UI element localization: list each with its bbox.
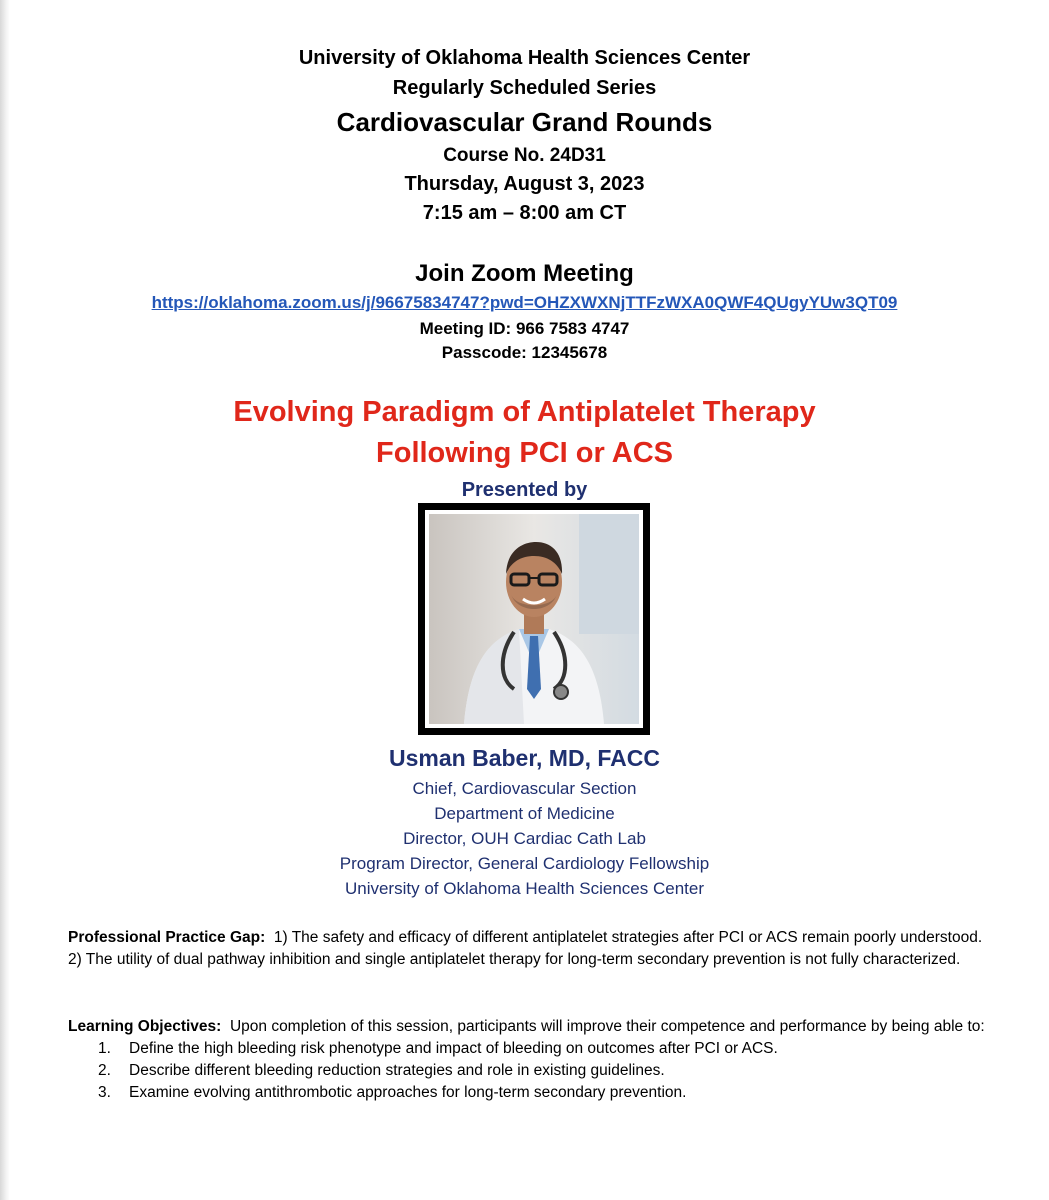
list-item-number: 1. [98,1040,111,1057]
passcode: Passcode: 12345678 [441,343,608,362]
list-item-text: Define the high bleeding risk phenotype and impact of bleeding on outcomes after PCI or ACS. [129,1040,778,1057]
practice-gap-paragraph [68,927,988,971]
list-item-number: 3. [98,1084,111,1101]
list-item-text: Examine evolving antithrombotic approaches for long-term secondary prevention. [129,1084,687,1101]
list-item [68,1082,988,1104]
objectives-list [68,1038,988,1104]
speaker-portrait-illustration [429,514,639,724]
speaker-role: Program Director, General Cardiology Fellowship [339,854,710,873]
list-item [68,1060,988,1082]
objectives-intro [68,1016,988,1038]
institution-title: University of Oklahoma Health Sciences Center [298,47,751,69]
objectives-intro-text: Upon completion of this session, participants will improve their competence and performance by being able to: [229,1018,985,1035]
learning-objectives-section [68,1016,988,1104]
objectives-label: Learning Objectives: [68,1018,222,1035]
practice-gap-text: 1) The safety and efficacy of different antiplatelet strategies after PCI or ACS remain poorly understood. 2) The utility of dual pathway inhibition and single antiplatelet therapy for long-term secondary prevention is not fully characterized. [68,929,983,968]
event-title: Cardiovascular Grand Rounds [336,107,713,137]
zoom-link[interactable]: https://oklahoma.zoom.us/j/96675834747?pwd=OHZXWXNjTTFzWXA0QWF4QUgyYUw3QT09 [151,293,898,312]
speaker-role: Chief, Cardiovascular Section [412,779,637,798]
event-date: Thursday, August 3, 2023 [404,173,645,195]
zoom-heading: Join Zoom Meeting [415,260,634,287]
talk-title-line-2: Following PCI or ACS [376,437,673,469]
speaker-role: Department of Medicine [434,804,615,823]
course-number: Course No. 24D31 [443,145,606,166]
speaker-photo-frame [418,503,650,735]
presented-by-label: Presented by [461,479,588,501]
speaker-photo-mat [425,510,643,728]
list-item-number: 2. [98,1062,111,1079]
meeting-id: Meeting ID: 966 7583 4747 [419,319,630,338]
series-title: Regularly Scheduled Series [392,77,657,99]
speaker-role: University of Oklahoma Health Sciences Center [344,879,705,898]
talk-title-line-1: Evolving Paradigm of Antiplatelet Therapy [233,396,816,428]
speaker-role: Director, OUH Cardiac Cath Lab [403,829,646,848]
list-item [68,1038,988,1060]
speaker-name: Usman Baber, MD, FACC [389,745,660,771]
speaker-photo [429,514,639,724]
practice-gap-label: Professional Practice Gap: [68,929,266,946]
event-time: 7:15 am – 8:00 am CT [422,202,627,224]
list-item-text: Describe different bleeding reduction strategies and role in existing guidelines. [129,1062,665,1079]
